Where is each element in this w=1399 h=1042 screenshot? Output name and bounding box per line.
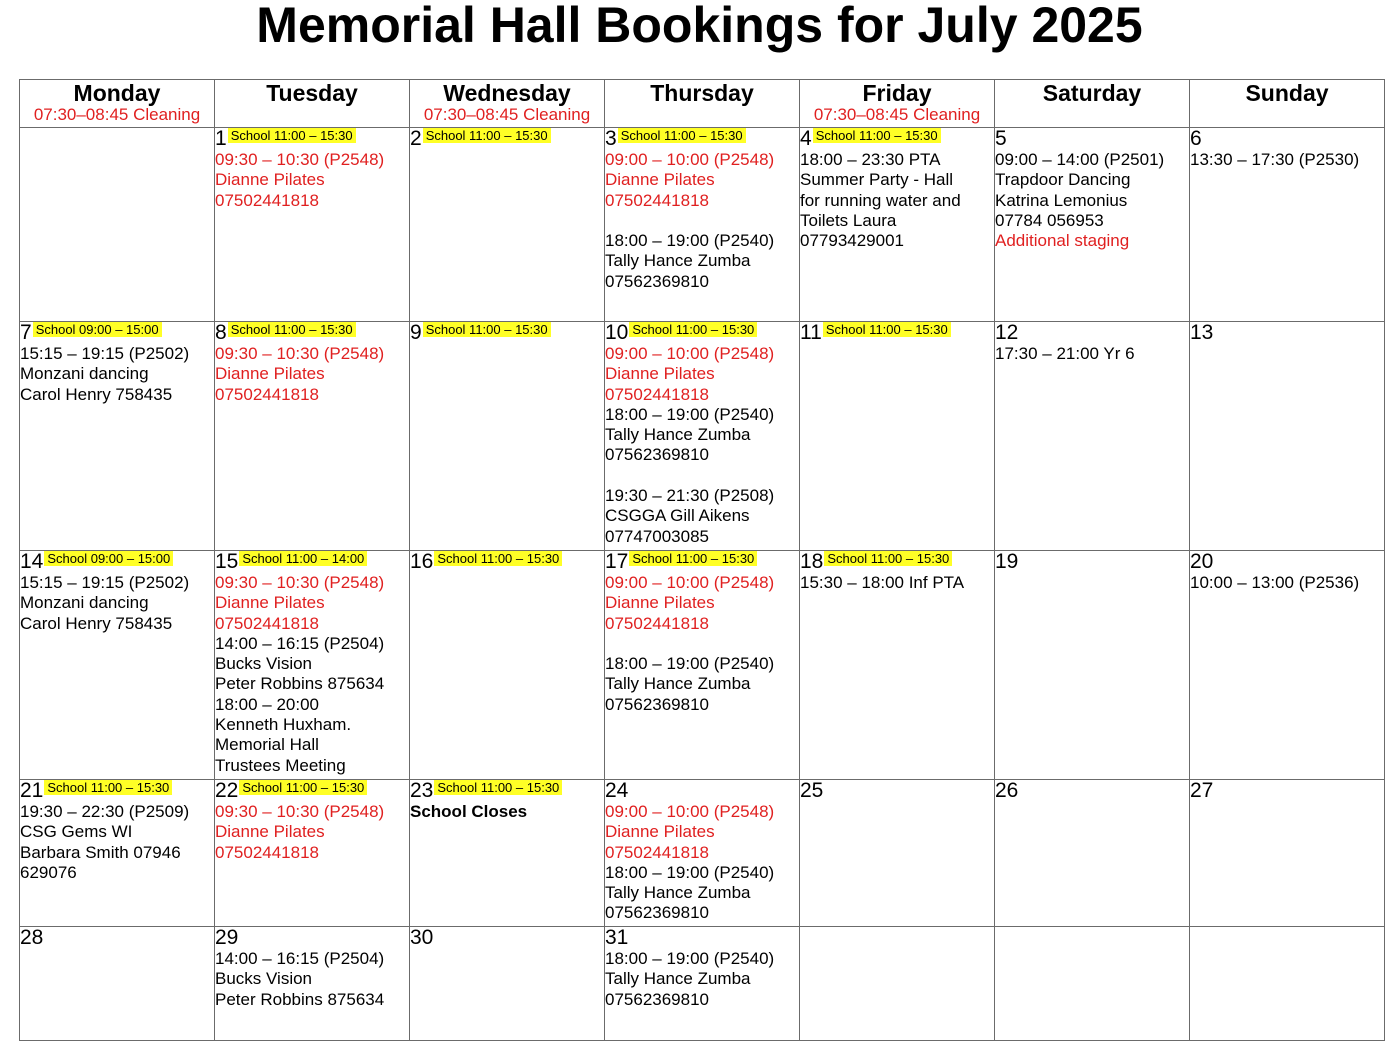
booking-line: 07502441818 [215, 613, 320, 633]
day-cell[interactable] [215, 780, 410, 927]
day-cell-header [20, 780, 214, 802]
day-cell[interactable] [215, 551, 410, 780]
day-cell[interactable] [605, 551, 800, 780]
day-cell[interactable] [800, 927, 995, 1041]
booking-line: 18:00 – 19:00 (P2540) [605, 404, 775, 424]
day-cell[interactable] [605, 322, 800, 551]
date-number: 3 [605, 127, 617, 150]
day-cell[interactable] [1190, 322, 1385, 551]
weekday-header [800, 80, 995, 128]
booking-line: 09:00 – 14:00 (P2501) [995, 150, 1165, 169]
calendar-grid [19, 79, 1385, 1041]
date-number: 8 [215, 321, 227, 344]
booking-line: Katrina Lemonius [995, 190, 1128, 210]
school-hours-badge: School 11:00 – 15:30 [813, 128, 941, 143]
cleaning-note: 07:30–08:45 Cleaning [33, 105, 201, 124]
booking-line: Dianne Pilates [605, 593, 715, 613]
booking-line: 629076 [20, 862, 77, 882]
day-cell-header [20, 322, 214, 344]
booking-line: 15:30 – 18:00 Inf PTA [800, 573, 965, 592]
date-number: 31 [605, 926, 629, 949]
day-cell[interactable] [410, 128, 605, 322]
week-row [20, 551, 1385, 780]
booking-line: 07562369810 [605, 445, 710, 465]
day-cell[interactable] [20, 780, 215, 927]
weekday-header [995, 80, 1190, 128]
day-cell[interactable] [1190, 780, 1385, 927]
booking-line: 07747003085 [605, 526, 710, 546]
week-row [20, 780, 1385, 927]
booking-line: Additional staging [995, 231, 1130, 251]
weekday-header [410, 80, 605, 128]
day-cell-header [410, 551, 604, 573]
booking-line: 14:00 – 16:15 (P2504) [215, 949, 385, 968]
day-cell-header [215, 551, 409, 573]
booking-line: 18:00 – 19:00 (P2540) [605, 231, 775, 251]
day-cell-header [20, 927, 214, 949]
booking-line: Dianne Pilates [215, 364, 325, 384]
day-cell-header [605, 780, 799, 802]
day-cell-header [800, 780, 994, 802]
day-cell-header [995, 551, 1189, 573]
day-cell[interactable] [995, 128, 1190, 322]
day-cell[interactable] [605, 927, 800, 1041]
day-cell[interactable] [995, 551, 1190, 780]
booking-line: 09:00 – 10:00 (P2548) [605, 573, 775, 592]
date-number: 26 [995, 779, 1019, 802]
booking-line: Dianne Pilates [605, 364, 715, 384]
day-cell-header [1190, 780, 1384, 802]
booking-line: Bucks Vision [215, 654, 313, 674]
weekday-header [605, 80, 800, 128]
booking-line: 07502441818 [605, 190, 710, 210]
day-cell-header [215, 780, 409, 802]
booking-line: 18:00 – 19:00 (P2540) [605, 949, 775, 968]
school-hours-badge: School 11:00 – 15:30 [434, 780, 562, 795]
booking-line: Monzani dancing [20, 364, 149, 384]
day-cell[interactable] [605, 128, 800, 322]
date-number: 9 [410, 321, 422, 344]
school-hours-badge: School 11:00 – 15:30 [629, 551, 757, 566]
weekday-header [1190, 80, 1385, 128]
booking-line: Bucks Vision [215, 969, 313, 989]
school-hours-badge: School 11:00 – 15:30 [423, 322, 551, 337]
school-hours-badge: School 09:00 – 15:00 [44, 551, 173, 566]
date-number: 7 [20, 321, 32, 344]
booking-line: 18:00 – 20:00 [215, 694, 319, 714]
day-cell[interactable] [995, 780, 1190, 927]
day-cell[interactable] [800, 322, 995, 551]
day-cell-header [605, 128, 799, 150]
weekday-label: Friday [862, 80, 932, 106]
school-hours-badge: School 11:00 – 15:30 [228, 128, 356, 143]
day-cell[interactable] [410, 780, 605, 927]
day-cell-header [605, 927, 799, 949]
booking-line: Tally Hance Zumba [605, 425, 751, 445]
day-cell-header [410, 780, 604, 802]
booking-line: CSG Gems WI [20, 822, 133, 842]
school-hours-badge: School 11:00 – 15:30 [44, 780, 172, 795]
day-cell-header [1190, 128, 1384, 150]
date-number: 2 [410, 127, 422, 150]
day-cell-header [215, 128, 409, 150]
booking-line: Monzani dancing [20, 593, 149, 613]
week-row [20, 322, 1385, 551]
day-cell-header [410, 128, 604, 150]
day-cell[interactable] [800, 551, 995, 780]
day-cell-header [605, 322, 799, 344]
day-cell[interactable] [800, 128, 995, 322]
day-cell-header [995, 322, 1189, 344]
day-cell-header [1190, 551, 1384, 573]
booking-line: Trapdoor Dancing [995, 170, 1131, 190]
booking-line: 07784 056953 [995, 210, 1104, 230]
booking-line: 07562369810 [605, 989, 710, 1009]
day-cell-header [995, 780, 1189, 802]
date-number: 21 [20, 779, 44, 802]
day-cell[interactable] [215, 927, 410, 1041]
weekday-label: Monday [73, 80, 161, 106]
day-cell[interactable] [20, 322, 215, 551]
booking-line: 15:15 – 19:15 (P2502) [20, 344, 190, 363]
day-cell[interactable] [410, 927, 605, 1041]
day-cell[interactable] [410, 551, 605, 780]
booking-line: Toilets Laura [800, 210, 897, 230]
school-hours-badge: School 11:00 – 15:30 [618, 128, 746, 143]
booking-line: 14:00 – 16:15 (P2504) [215, 633, 385, 653]
day-cell-header [800, 128, 994, 150]
day-cell[interactable] [1190, 927, 1385, 1041]
day-cell[interactable] [20, 551, 215, 780]
date-number: 20 [1190, 550, 1214, 573]
date-number: 29 [215, 926, 239, 949]
page-title: Memorial Hall Bookings for July 2025 [256, 0, 1143, 53]
weekday-header [20, 80, 215, 128]
date-number: 19 [995, 550, 1019, 573]
week-row [20, 128, 1385, 322]
day-cell[interactable] [20, 128, 215, 322]
day-cell-header [800, 551, 994, 573]
date-number: 16 [410, 550, 434, 573]
booking-line: 07562369810 [605, 903, 710, 923]
day-cell-header [995, 128, 1189, 150]
cleaning-note: 07:30–08:45 Cleaning [813, 105, 981, 124]
booking-line: for running water and [800, 190, 961, 210]
booking-line: 19:30 – 21:30 (P2508) [605, 486, 775, 506]
booking-line: 17:30 – 21:00 Yr 6 [995, 344, 1135, 363]
day-cell[interactable] [1190, 128, 1385, 322]
booking-line: 09:00 – 10:00 (P2548) [605, 344, 775, 363]
date-number: 10 [605, 321, 629, 344]
booking-line: 07502441818 [605, 384, 710, 404]
day-cell[interactable] [995, 322, 1190, 551]
booking-line: 19:30 – 22:30 (P2509) [20, 802, 190, 821]
weekday-label: Wednesday [443, 80, 571, 106]
day-cell-header [215, 322, 409, 344]
weekday-header-row [20, 80, 1385, 128]
school-hours-badge: School 11:00 – 15:30 [423, 128, 551, 143]
date-number: 1 [215, 127, 227, 150]
booking-line: School Closes [410, 802, 528, 821]
booking-line: 09:30 – 10:30 (P2548) [215, 802, 385, 821]
date-number: 6 [1190, 127, 1202, 150]
booking-line: Peter Robbins 875634 [215, 674, 385, 694]
spacer [605, 211, 799, 231]
booking-line: 07502441818 [605, 613, 710, 633]
date-number: 11 [800, 321, 822, 344]
booking-line: 07502441818 [215, 384, 320, 404]
date-number: 22 [215, 779, 239, 802]
booking-line: 10:00 – 13:00 (P2536) [1190, 573, 1360, 592]
booking-line: Peter Robbins 875634 [215, 989, 385, 1009]
booking-line: 09:00 – 10:00 (P2548) [605, 802, 775, 821]
day-cell[interactable] [1190, 551, 1385, 780]
day-cell-header [605, 551, 799, 573]
booking-line: 13:30 – 17:30 (P2530) [1190, 150, 1360, 169]
day-cell[interactable] [215, 322, 410, 551]
day-cell[interactable] [605, 780, 800, 927]
spacer [605, 466, 799, 486]
day-cell[interactable] [215, 128, 410, 322]
booking-line: Dianne Pilates [605, 170, 715, 190]
day-cell[interactable] [800, 780, 995, 927]
cleaning-note: 07:30–08:45 Cleaning [423, 105, 591, 124]
school-hours-badge: School 11:00 – 15:30 [823, 322, 951, 337]
school-hours-badge: School 11:00 – 15:30 [434, 551, 562, 566]
weekday-header [215, 80, 410, 128]
booking-line: 18:00 – 23:30 PTA [800, 150, 941, 169]
date-number: 4 [800, 127, 812, 150]
booking-line: 07562369810 [605, 271, 710, 291]
booking-line: Carol Henry 758435 [20, 384, 173, 404]
date-number: 28 [20, 926, 44, 949]
booking-line: 09:30 – 10:30 (P2548) [215, 150, 385, 169]
day-cell-header [410, 322, 604, 344]
booking-line: 09:30 – 10:30 (P2548) [215, 344, 385, 363]
date-number: 27 [1190, 779, 1214, 802]
booking-line: Summer Party - Hall [800, 170, 954, 190]
week-row [20, 927, 1385, 1041]
date-number: 30 [410, 926, 434, 949]
booking-line: Memorial Hall [215, 735, 319, 755]
date-number: 24 [605, 779, 629, 802]
booking-line: Carol Henry 758435 [20, 613, 173, 633]
school-hours-badge: School 11:00 – 15:30 [239, 780, 367, 795]
booking-line: Dianne Pilates [215, 822, 325, 842]
date-number: 18 [800, 550, 824, 573]
booking-line: Tally Hance Zumba [605, 883, 751, 903]
date-number: 17 [605, 550, 629, 573]
booking-line: Tally Hance Zumba [605, 674, 751, 694]
booking-line: 07502441818 [215, 842, 320, 862]
booking-line: 07502441818 [215, 190, 320, 210]
school-hours-badge: School 09:00 – 15:00 [33, 322, 162, 337]
weekday-label: Thursday [650, 80, 754, 106]
date-number: 23 [410, 779, 434, 802]
booking-line: 15:15 – 19:15 (P2502) [20, 573, 190, 592]
booking-line: Dianne Pilates [215, 593, 325, 613]
booking-line: Dianne Pilates [215, 170, 325, 190]
booking-line: 07793429001 [800, 231, 905, 251]
booking-line: 09:00 – 10:00 (P2548) [605, 150, 775, 169]
spacer [605, 634, 799, 654]
booking-line: 07562369810 [605, 694, 710, 714]
booking-line: Kenneth Huxham. [215, 715, 352, 735]
booking-line: 09:30 – 10:30 (P2548) [215, 573, 385, 592]
booking-line: Tally Hance Zumba [605, 969, 751, 989]
booking-line: Dianne Pilates [605, 822, 715, 842]
date-number: 12 [995, 321, 1019, 344]
date-number: 13 [1190, 321, 1214, 344]
date-number: 25 [800, 779, 824, 802]
weekday-label: Tuesday [266, 80, 358, 106]
booking-line: 07502441818 [605, 842, 710, 862]
day-cell-header [1190, 322, 1384, 344]
day-cell-header [20, 551, 214, 573]
weekday-label: Sunday [1245, 80, 1329, 106]
school-hours-badge: School 11:00 – 14:00 [239, 551, 367, 566]
date-number: 5 [995, 127, 1007, 150]
day-cell[interactable] [20, 927, 215, 1041]
booking-line: Barbara Smith 07946 [20, 842, 181, 862]
booking-line: 18:00 – 19:00 (P2540) [605, 862, 775, 882]
day-cell-header [410, 927, 604, 949]
booking-line: Trustees Meeting [215, 755, 346, 775]
school-hours-badge: School 11:00 – 15:30 [629, 322, 757, 337]
booking-line: 18:00 – 19:00 (P2540) [605, 654, 775, 674]
date-number: 14 [20, 550, 44, 573]
school-hours-badge: School 11:00 – 15:30 [228, 322, 356, 337]
school-hours-badge: School 11:00 – 15:30 [824, 551, 952, 566]
day-cell-header [800, 322, 994, 344]
booking-line: CSGGA Gill Aikens [605, 506, 750, 526]
day-cell[interactable] [410, 322, 605, 551]
weekday-label: Saturday [1042, 80, 1142, 106]
day-cell[interactable] [995, 927, 1190, 1041]
date-number: 15 [215, 550, 239, 573]
booking-line: Tally Hance Zumba [605, 251, 751, 271]
day-cell-header [215, 927, 409, 949]
